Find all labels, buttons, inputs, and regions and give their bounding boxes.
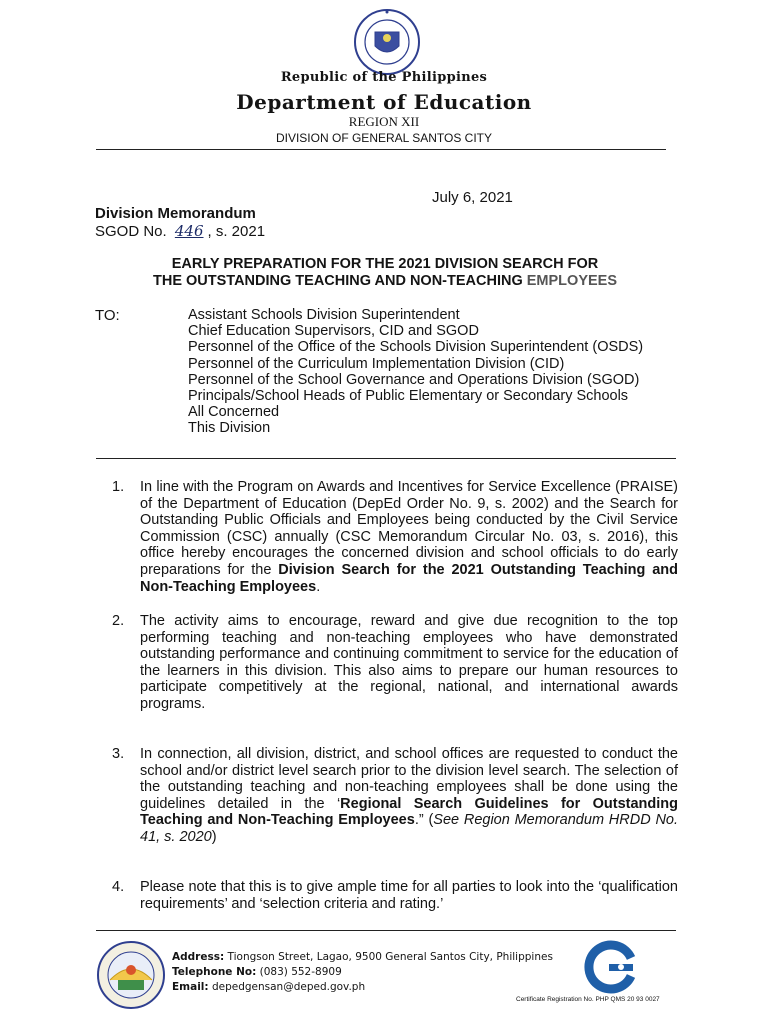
department-heading: Department of Education (236, 90, 532, 114)
deped-seal-logo (353, 8, 421, 76)
paragraph-2 (112, 613, 678, 713)
subject-line-2b: EMPLOYEES (526, 273, 618, 289)
footer-divider (96, 930, 676, 931)
phone-label: Telephone No: (172, 966, 257, 978)
memo-date: July 6, 2021 (432, 189, 513, 206)
email-label: Email: (172, 981, 209, 993)
republic-heading: Republic of the Philippines (280, 70, 488, 85)
paragraph-1 (112, 479, 678, 595)
to-label: TO: (95, 307, 120, 324)
division-heading: DIVISION OF GENERAL SANTOS CITY (275, 131, 493, 145)
memo-number-handwritten: 446 (174, 222, 204, 240)
memo-number-prefix: SGOD No. (95, 223, 167, 240)
address-value: Tiongson Street, Lagao, 9500 General Santos City, Philippines (227, 951, 553, 963)
recipient-item: Principals/School Heads of Public Elementary or Secondary Schools (188, 388, 629, 405)
paragraph-number: 3. (112, 746, 125, 762)
recipient-item: Assistant Schools Division Superintendent (188, 307, 460, 323)
paragraph-emphasis: Regional Search Guidelines for Outstanding Teaching and Non-Teaching Employees (140, 795, 679, 829)
paragraph-end: ) (211, 828, 217, 845)
iso-certification-icon (583, 940, 637, 994)
address-label: Address: (172, 951, 225, 963)
certificate-registration: Certificate Registration No. PHP QMS 20 93 0027 (516, 996, 660, 1003)
recipient-item: All Concerned (188, 404, 280, 421)
paragraph-number: 1. (112, 479, 125, 495)
recipient-list (188, 307, 643, 437)
recipient-item: Chief Education Supervisors, CID and SGOD (188, 323, 479, 340)
paragraph-text: In line with the Program on Awards and Incentives for Service Excellence (PRAISE) of the Department of Education (DepEd Order No. 9, s. 2002) and the Search for Outstanding Public Officials and Employees being conducted by the Civil Service Commission (CSC) annually (CSC Memorandum Circular No. 03, s. 2016), this office hereby encourages the concerned division and school officials to do early preparations for the (140, 479, 678, 578)
contact-info (172, 950, 553, 995)
paragraph-text: In connection, all division, district, and school offices are requested to conduct the school and/or district level search prior to the division level search. The selection of the outstanding teaching and non-teaching employees shall be done using the guidelines detailed in the ‘ (140, 746, 678, 812)
subject-line-1: EARLY PREPARATION FOR THE 2021 DIVISION SEARCH FOR (171, 256, 599, 272)
paragraph-text: Please note that this is to give ample time for all parties to look into the ‘qualification requirements’ and ‘selection criteria and rating.’ (140, 879, 678, 912)
memo-number (95, 222, 265, 240)
paragraph-emphasis: Division Search for the 2021 Outstanding Teaching and Non-Teaching Employees (140, 561, 678, 595)
memo-type: Division Memorandum (95, 205, 256, 222)
recipient-item: Personnel of the School Governance and Operations Division (SGOD) (188, 371, 640, 388)
paragraph-text: The activity aims to encourage, reward and give due recognition to the top performing teaching and non-teaching employees who have demonstrated outstanding performance and continuing commitment to service for the education of the learners in this division. This also aims to prepare our human resources to participate competitively at the regional, national, and international awards programs. (140, 613, 678, 712)
recipient-item: Personnel of the Office of the Schools Division Superintendent (OSDS) (188, 339, 644, 356)
paragraph-4 (112, 879, 678, 912)
memo-subject (95, 256, 675, 290)
paragraph-number: 2. (112, 613, 125, 629)
paragraph-3 (112, 746, 678, 846)
paragraph-mid: .” ( (414, 812, 434, 829)
memo-series: , s. 2021 (207, 223, 266, 240)
paragraph-end: . (316, 578, 321, 595)
subject-line-2a: THE OUTSTANDING TEACHING AND NON-TEACHING (152, 273, 523, 289)
recipient-item: Personnel of the Curriculum Implementation Division (CID) (188, 355, 565, 372)
division-seal-logo (96, 940, 166, 1010)
paragraph-reference: See Region Memorandum HRDD No. 41, s. 2020 (140, 812, 679, 845)
email-value: depedgensan@deped.gov.ph (211, 981, 366, 993)
phone-value: (083) 552-8909 (259, 966, 342, 978)
recipients-divider (96, 458, 676, 459)
header-divider (96, 149, 666, 150)
subject-line-2 (95, 273, 675, 290)
paragraph-number: 4. (112, 879, 125, 895)
region-heading: REGION XII (348, 114, 420, 129)
recipient-item: This Division (188, 420, 271, 437)
